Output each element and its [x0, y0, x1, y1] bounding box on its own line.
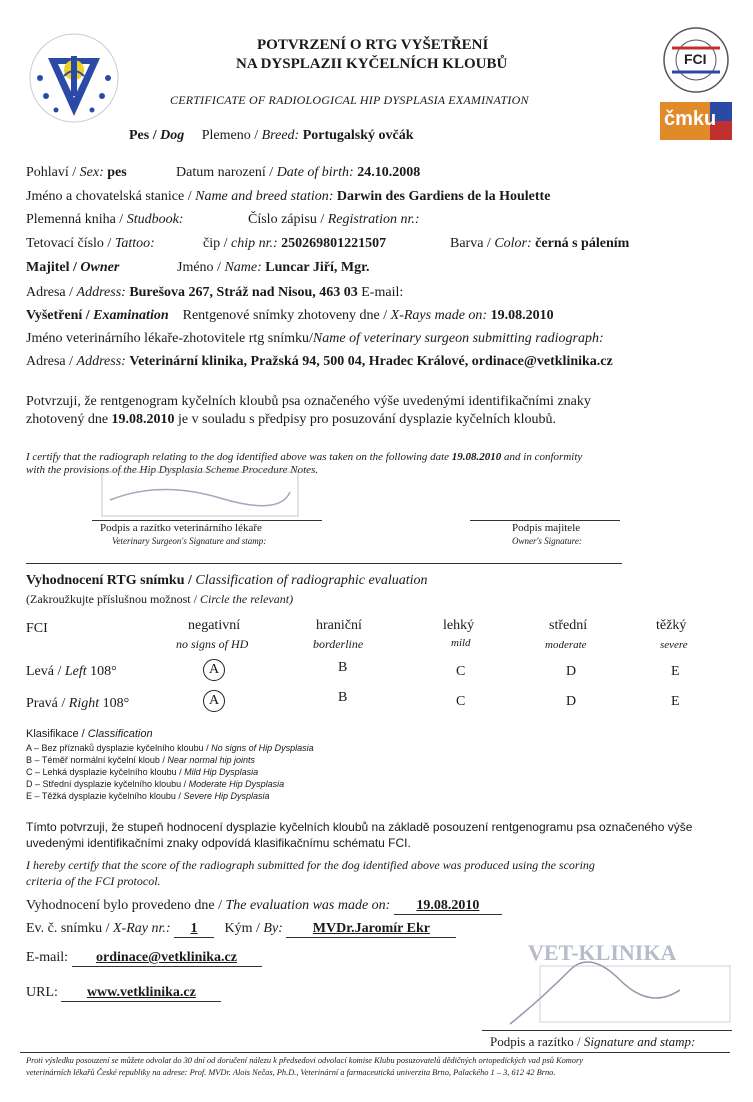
by-label-en: By:	[263, 921, 283, 936]
confirm-cz-line-1: Potvrzuji, že rentgenogram kyčelních kloubů psa označeného výše uvedenými identifikačními znaky	[26, 394, 591, 409]
sex-label-en: Sex:	[79, 165, 104, 180]
species-breed-row	[129, 128, 414, 144]
col-header-borderline: hraniční	[316, 618, 362, 633]
chip-row	[203, 236, 386, 252]
grade-left-c[interactable]: C	[456, 664, 466, 679]
vet-address-value: Veterinární klinika, Pražská 94, 500 04, Hradec Králové, ordinace@vetklinika.cz	[129, 354, 613, 369]
owner-name-label-en: Name:	[224, 260, 262, 275]
vet-signature-line	[92, 520, 322, 521]
xray-nr-label: Ev. č. snímku /	[26, 921, 110, 936]
clinic-stamp	[500, 940, 740, 1028]
fci-logo	[662, 26, 730, 94]
final-url-value: www.vetklinika.cz	[61, 985, 221, 1002]
name-value: Darwin des Gardiens de la Houlette	[336, 189, 551, 204]
fci-text: FCI	[684, 51, 707, 67]
species-label: Pes /	[129, 128, 157, 143]
species-label-en: Dog	[160, 128, 185, 143]
classification-item-d-cz: D – Střední dysplazie kyčelního kloubu /	[26, 779, 187, 789]
col-header-negative: negativní	[188, 618, 241, 633]
by-value: MVDr.Jaromír Ekr	[286, 921, 456, 938]
subtitle: CERTIFICATE OF RADIOLOGICAL HIP DYSPLASIA EXAMINATION	[170, 93, 529, 107]
xray-nr-value: 1	[174, 921, 214, 938]
classification-item-e-cz: E – Těžká dysplazie kyčelního kloubu /	[26, 791, 181, 801]
sex-dob-row	[26, 165, 127, 181]
vet-signature-label: Podpis a razítko veterinárního lékaře	[100, 522, 262, 534]
final-signature-label-en: Signature and stamp:	[583, 1034, 696, 1049]
classification-item-b	[26, 755, 255, 765]
final-cz-line-1: Tímto potvrzuji, že stupeň hodnocení dysplazie kyčelních kloubů na základě posouzení rentgenogramu psa označeného výše	[26, 820, 693, 834]
grade-right-a[interactable]: A	[203, 690, 225, 712]
exam-label-en: Examination	[93, 308, 169, 323]
row-right-label	[26, 696, 129, 712]
breed-value: Portugalský ovčák	[302, 128, 414, 143]
vet-label: Jméno veterinárního lékaře-zhotovitele rtg snímku/	[26, 331, 313, 346]
classification-item-b-en: Near normal hip joints	[167, 755, 255, 765]
vet-address-row	[26, 354, 613, 370]
owner-address-value: Burešova 267, Stráž nad Nisou, 463 03	[129, 285, 358, 300]
evaluation-note-en: Circle the relevant)	[199, 592, 294, 606]
confirm-cz-text-a: zhotovený dne	[26, 412, 109, 427]
chip-value: 250269801221507	[281, 236, 387, 251]
row-right-label-cz: Pravá /	[26, 696, 66, 711]
col-header-mild: lehký	[443, 618, 475, 633]
kvl-logo	[26, 30, 122, 126]
confirm-en-line-1	[26, 451, 582, 463]
final-url-label: URL:	[26, 985, 58, 1000]
dob-value: 24.10.2008	[357, 165, 421, 180]
row-right-label-en: Right	[68, 696, 100, 711]
dob-label: Datum narození /	[176, 165, 274, 180]
eval-date-label: Vyhodnocení bylo provedeno dne /	[26, 898, 222, 913]
final-cz-line-2: uvedenými identifikačními znaky odpovídá klasifikačnímu schématu FCI.	[26, 836, 411, 850]
vet-label-en: Name of veterinary surgeon submitting radiograph:	[312, 331, 604, 346]
eval-date-row	[26, 898, 502, 915]
classification-title-cz: Klasifikace /	[26, 728, 85, 740]
evaluation-title-cz: Vyhodnocení RTG snímku /	[26, 573, 192, 588]
chip-label: čip /	[203, 236, 228, 251]
color-label: Barva /	[450, 236, 491, 251]
owner-signature-label-en: Owner's Signature:	[512, 536, 582, 546]
vet-signature-label-en: Veterinary Surgeon's Signature and stamp:	[112, 536, 267, 546]
classification-title-en: Classification	[87, 728, 153, 740]
grade-left-b[interactable]: B	[338, 660, 348, 675]
color-row	[450, 236, 629, 252]
grade-right-e[interactable]: E	[671, 694, 680, 709]
chip-label-en: chip nr.:	[231, 236, 278, 251]
col-header-severe: těžký	[656, 618, 687, 633]
classification-item-d	[26, 779, 284, 789]
cmku-logo	[660, 102, 732, 140]
name-label-en: Name and breed station:	[195, 189, 334, 204]
cmku-text: čmku	[664, 108, 717, 130]
dob-row	[176, 165, 420, 181]
grade-left-e[interactable]: E	[671, 664, 680, 679]
name-row	[26, 189, 550, 205]
confirm-cz-date: 19.08.2010	[111, 412, 175, 427]
studbook-row	[26, 212, 183, 228]
owner-address-label: Adresa /	[26, 285, 74, 300]
owner-address-label-en: Address:	[76, 285, 126, 300]
classification-item-e-en: Severe Hip Dysplasia	[183, 791, 270, 801]
evaluation-title-en: Classification of radiographic evaluation	[195, 573, 428, 588]
color-value: černá s pálením	[535, 236, 630, 251]
name-label: Jméno a chovatelská stanice /	[26, 189, 192, 204]
vet-row	[26, 331, 604, 347]
classification-title	[26, 728, 153, 740]
owner-signature-label: Podpis majitele	[512, 522, 581, 534]
confirm-cz-text-b: je v souladu s předpisy pro posuzování dysplazie kyčelních kloubů.	[178, 412, 556, 427]
by-label: Kým /	[224, 921, 260, 936]
col-sub-moderate: moderate	[545, 639, 587, 651]
owner-label: Majitel /	[26, 260, 77, 275]
breed-label-en: Breed:	[261, 128, 300, 143]
final-email-label: E-mail:	[26, 950, 68, 965]
row-left-label	[26, 664, 117, 680]
final-email-row	[26, 950, 262, 967]
dob-label-en: Date of birth:	[276, 165, 354, 180]
xray-label: Rentgenové snímky zhotoveny dne /	[182, 308, 388, 323]
final-url-row	[26, 985, 221, 1002]
sex-value: pes	[107, 165, 127, 180]
exam-label: Vyšetření /	[26, 308, 90, 323]
xray-date: 19.08.2010	[490, 308, 554, 323]
vet-stamp	[100, 470, 300, 518]
final-signature-label-cz: Podpis a razítko /	[490, 1034, 581, 1049]
xray-label-en: X-Rays made on:	[390, 308, 488, 323]
tattoo-label: Tetovací číslo /	[26, 236, 112, 251]
vet-address-label-en: Address:	[76, 354, 126, 369]
classification-item-d-en: Moderate Hip Dysplasia	[188, 779, 285, 789]
final-signature-label	[490, 1034, 695, 1050]
owner-name-value: Luncar Jiří, Mgr.	[265, 260, 370, 275]
title-line-2: NA DYSPLAZII KYČELNÍCH KLOUBŮ	[236, 56, 508, 72]
final-en-line-1: I hereby certify that the score of the radiograph submitted for the dog identified above was produced using the scoring	[26, 858, 595, 872]
grade-right-c[interactable]: C	[456, 694, 466, 709]
row-left-label-en: Left	[64, 664, 87, 679]
title-line-1: POTVRZENÍ O RTG VYŠETŘENÍ	[257, 37, 489, 53]
final-en-line-2: criteria of the FCI protocol.	[26, 874, 161, 888]
row-left-label-cz: Levá /	[26, 664, 62, 679]
col-sub-mild: mild	[451, 637, 471, 649]
studbook-label: Plemenná kniha /	[26, 212, 124, 227]
footer-divider	[20, 1052, 730, 1053]
owner-name-row	[177, 260, 370, 276]
confirm-en-text-b: and in conformity	[504, 451, 583, 463]
classification-item-c	[26, 767, 258, 777]
owner-label-en: Owner	[80, 260, 120, 275]
grade-left-d[interactable]: D	[566, 664, 577, 679]
confirm-en-text-a: I certify that the radiograph relating to the dog identified above was taken on the following date	[26, 451, 450, 463]
confirm-en-line-2: with the provisions of the Hip Dysplasia Scheme Procedure Notes.	[26, 464, 319, 476]
eval-date-label-en: The evaluation was made on:	[225, 898, 391, 913]
eval-date-value: 19.08.2010	[394, 898, 502, 915]
classification-item-b-cz: B – Téměř normální kyčelní kloub /	[26, 755, 165, 765]
owner-address-row	[26, 285, 403, 301]
registration-label: Číslo zápisu /	[248, 212, 325, 227]
vet-address-label: Adresa /	[26, 354, 74, 369]
classification-item-e	[26, 791, 269, 801]
xray-nr-row	[26, 921, 456, 938]
grade-right-d[interactable]: D	[566, 694, 577, 709]
registration-label-en: Registration nr.:	[327, 212, 420, 227]
fci-label: FCI	[26, 621, 48, 636]
owner-row	[26, 260, 119, 276]
evaluation-title	[26, 573, 428, 589]
evaluation-note	[26, 592, 293, 607]
exam-row	[26, 308, 554, 324]
grade-left-a[interactable]: A	[203, 659, 225, 681]
col-header-moderate: střední	[549, 618, 588, 633]
owner-email-label: E-mail:	[361, 285, 404, 300]
row-right-angle: 108°	[102, 696, 130, 711]
classification-item-a	[26, 743, 314, 753]
confirm-en-date: 19.08.2010	[451, 451, 502, 463]
clinic-stamp-title: VET-KLINIKA	[528, 940, 677, 965]
tattoo-label-en: Tattoo:	[114, 236, 155, 251]
grade-right-b[interactable]: B	[338, 690, 348, 705]
footer-line-2: veterinárních lékařů České republiky na adrese: Prof. MVDr. Alois Nečas, Ph.D., Veterinární a farmaceutická univerzita Brno, Palackého 1 – 3, 612 42 Brno.	[26, 1068, 556, 1077]
row-left-angle: 108°	[90, 664, 117, 679]
classification-item-a-en: No signs of Hip Dysplasia	[211, 743, 314, 753]
studbook-label-en: Studbook:	[126, 212, 184, 227]
breed-label: Plemeno /	[201, 128, 259, 143]
col-sub-borderline: borderline	[313, 637, 364, 651]
classification-item-c-cz: C – Lehká dysplazie kyčelního kloubu /	[26, 767, 182, 777]
sex-label: Pohlaví /	[26, 165, 77, 180]
col-sub-severe: severe	[660, 639, 688, 651]
final-email-value: ordinace@vetklinika.cz	[72, 950, 262, 967]
color-label-en: Color:	[494, 236, 532, 251]
xray-nr-label-en: X-Ray nr.:	[112, 921, 171, 936]
tattoo-row	[26, 236, 155, 252]
registration-row	[248, 212, 420, 228]
section-divider	[26, 563, 622, 564]
footer-line-1: Proti výsledku posouzení se můžete odvolat do 30 dní od doručení nálezu k předsedovi odvolací komise Klubu posuzovatelů dědičných ortopedických vad psů Komory	[26, 1056, 583, 1065]
classification-item-a-cz: A – Bez příznaků dysplazie kyčelního kloubu /	[26, 743, 209, 753]
owner-signature-line	[470, 520, 620, 521]
col-sub-negative: no signs of HD	[176, 637, 249, 651]
evaluation-note-cz: (Zakroužkujte příslušnou možnost /	[26, 592, 197, 606]
classification-item-c-en: Mild Hip Dysplasia	[184, 767, 259, 777]
confirm-cz-line-2	[26, 412, 556, 428]
owner-name-label: Jméno /	[177, 260, 221, 275]
final-signature-line	[482, 1030, 732, 1031]
